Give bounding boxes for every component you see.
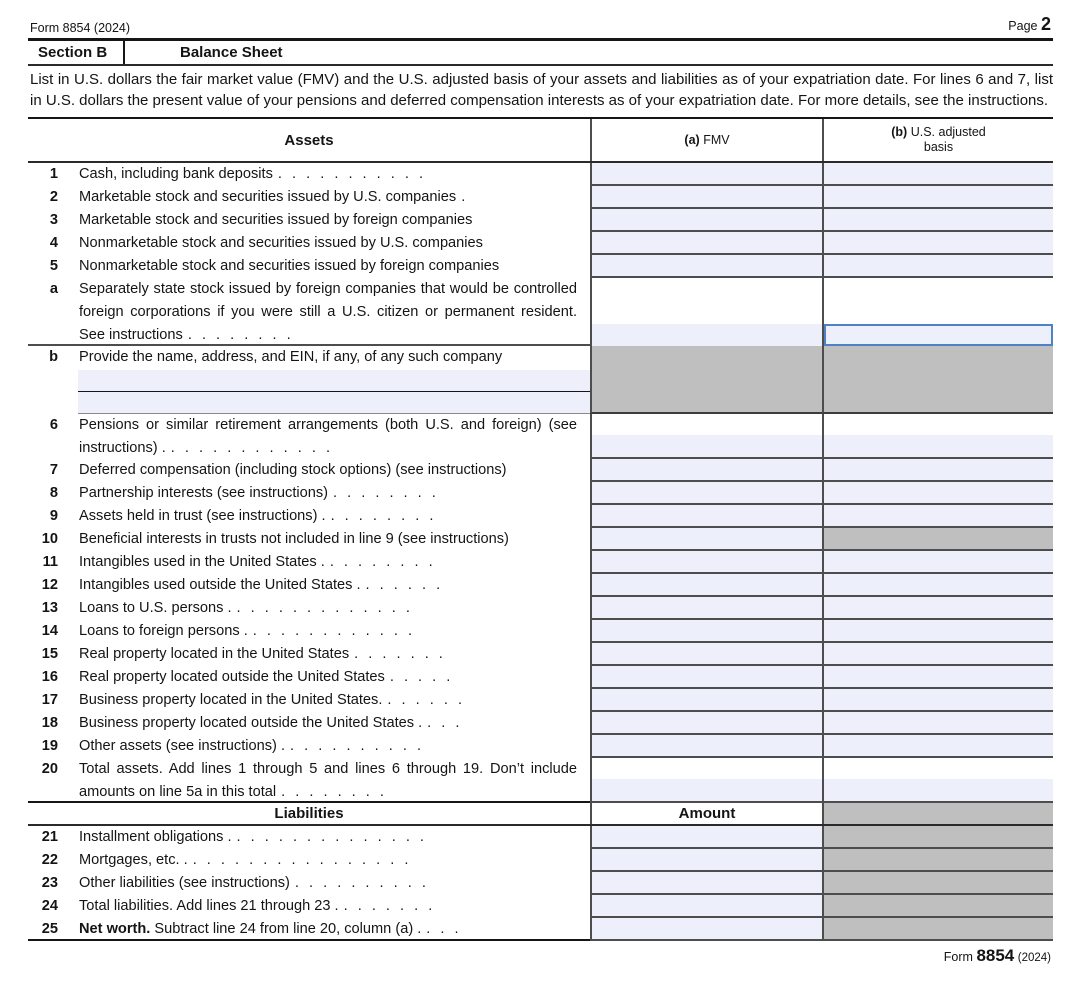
- dot-leader: . . .: [426, 921, 459, 937]
- table-header-row: [28, 119, 1053, 163]
- liabilities-header: Liabilities: [274, 805, 344, 822]
- line17-fmv-field[interactable]: [590, 689, 822, 712]
- dot-leader: . . . . . . . . . . . .: [170, 440, 331, 456]
- table-row-line-19: [28, 735, 1053, 758]
- line-number: 23: [41, 875, 58, 891]
- line-label: Partnership interests (see instructions): [79, 485, 329, 501]
- line8-basis-field[interactable]: [822, 482, 1053, 505]
- dot-leader: . . . . . . . . . . .: [277, 166, 424, 182]
- line23-basis-cell-shaded: [822, 872, 1053, 895]
- liabilities-header-row: [28, 803, 1053, 826]
- table-row-line-18: [28, 712, 1053, 735]
- dot-leader: . . . . .: [389, 669, 451, 685]
- line-number: 6: [49, 417, 58, 433]
- table-row-line-5a: [28, 278, 1053, 346]
- line2-basis-field[interactable]: [822, 186, 1053, 209]
- line-label: Business property located in the United States.: [79, 692, 383, 708]
- line-number: 13: [41, 600, 58, 616]
- line9-basis-field[interactable]: [822, 505, 1053, 528]
- dot-leader: . . . . . . . .: [329, 554, 433, 570]
- table-row-line-15: [28, 643, 1053, 666]
- balance-sheet-table: [28, 117, 1053, 941]
- fmv-column-header: [590, 119, 822, 161]
- line11-fmv-field[interactable]: [590, 551, 822, 574]
- line12-basis-field[interactable]: [822, 574, 1053, 597]
- table-row-line-23: [28, 872, 1053, 895]
- table-row-line-5b: [28, 346, 1053, 414]
- table-row-line-3: [28, 209, 1053, 232]
- line-label: Mortgages, etc. .: [79, 852, 188, 868]
- table-row-line-9: [28, 505, 1053, 528]
- line5b-company-info-field-1[interactable]: [78, 370, 590, 392]
- line3-fmv-field[interactable]: [590, 209, 822, 232]
- line-label: Installment obligations .: [79, 829, 232, 845]
- table-row-line-22: [28, 849, 1053, 872]
- table-row-line-13: [28, 597, 1053, 620]
- table-row-line-7: [28, 459, 1053, 482]
- line-label: Total liabilities. Add lines 21 through 23 .: [79, 898, 339, 914]
- line-letter: a: [49, 281, 58, 297]
- line-number: 11: [42, 554, 58, 570]
- line-label: Provide the name, address, and EIN, if any, of any such company: [79, 349, 503, 365]
- page-number: [1008, 14, 1051, 35]
- page-footer: [28, 941, 1053, 966]
- line23-amount-field[interactable]: [590, 872, 822, 895]
- line7-fmv-field[interactable]: [590, 459, 822, 482]
- line21-basis-cell-shaded: [822, 826, 1053, 849]
- line-number: 15: [41, 646, 58, 662]
- line6-fmv-field[interactable]: [592, 435, 822, 457]
- page-word: Page: [1008, 19, 1038, 33]
- line18-fmv-field[interactable]: [590, 712, 822, 735]
- line14-basis-field[interactable]: [822, 620, 1053, 643]
- dot-leader: . . .: [427, 715, 460, 731]
- line20-fmv-field[interactable]: [592, 779, 822, 801]
- line-label: Nonmarketable stock and securities issued by foreign companies: [79, 258, 500, 274]
- line-number: 25: [41, 921, 58, 937]
- line9-fmv-field[interactable]: [590, 505, 822, 528]
- line25-amount-field[interactable]: [590, 918, 822, 941]
- line-label: Other assets (see instructions) .: [79, 738, 286, 754]
- dot-leader: . . . . . . . . . . . .: [252, 623, 413, 639]
- line10-fmv-field[interactable]: [590, 528, 822, 551]
- dot-leader: . . . . . . . . . .: [290, 738, 422, 754]
- line6-basis-field[interactable]: [824, 435, 1053, 457]
- line5-basis-field[interactable]: [822, 255, 1053, 278]
- line1-fmv-field[interactable]: [590, 163, 822, 186]
- line-label: Marketable stock and securities issued by foreign companies: [79, 212, 473, 228]
- line-label: Subtract line 24 from line 20, column (a) .: [154, 921, 422, 937]
- line-number: 2: [49, 189, 58, 205]
- dot-leader: . . . . . . . .: [187, 327, 291, 343]
- line-label: Real property located in the United States: [79, 646, 350, 662]
- dot-leader: .: [461, 189, 466, 205]
- line-label: Beneficial interests in trusts not included in line 9 (see instructions): [79, 531, 509, 547]
- table-row-line-8: [28, 482, 1053, 505]
- table-row-line-6: [28, 414, 1053, 459]
- line5b-basis-cell-shaded: [822, 346, 1053, 414]
- line5b-company-info-field-2[interactable]: [78, 392, 590, 414]
- dot-leader: . . . . . . .: [343, 898, 433, 914]
- line8-fmv-field[interactable]: [590, 482, 822, 505]
- table-row-line-1: [28, 163, 1053, 186]
- line-number: 22: [41, 852, 58, 868]
- table-row-line-20: [28, 758, 1053, 803]
- line-label: Pensions or similar retirement arrangements (both U.S. and foreign) (see instructions) .: [79, 417, 577, 456]
- line7-basis-field[interactable]: [822, 459, 1053, 482]
- line22-amount-field[interactable]: [590, 849, 822, 872]
- line-number: 12: [41, 577, 58, 593]
- dot-leader: . . . . . .: [387, 692, 463, 708]
- line13-basis-field[interactable]: [822, 597, 1053, 620]
- dot-leader: . . . . . . . . . . . . . . . .: [192, 852, 409, 868]
- line-label-bold: Net worth.: [79, 921, 151, 937]
- line-number: 19: [41, 738, 58, 754]
- col-a-tag: (a): [684, 133, 700, 147]
- line-label: Separately state stock issued by foreign companies that would be controlled foreign corporations if you were still a U.S. citizen or permanent resident. See instructions: [79, 281, 577, 343]
- line24-amount-field[interactable]: [590, 895, 822, 918]
- line13-fmv-field[interactable]: [590, 597, 822, 620]
- table-row-line-12: [28, 574, 1053, 597]
- line10-basis-cell-shaded: [822, 528, 1053, 551]
- table-row-line-14: [28, 620, 1053, 643]
- line-number: 4: [49, 235, 58, 251]
- line15-basis-field[interactable]: [822, 643, 1053, 666]
- dot-leader: . . . . . . . . . . . . . .: [236, 829, 424, 845]
- amount-header: Amount: [590, 803, 822, 824]
- section-id: Section B: [28, 41, 125, 64]
- footer-form-year: (2024): [1017, 952, 1051, 964]
- line24-basis-cell-shaded: [822, 895, 1053, 918]
- line12-fmv-field[interactable]: [590, 574, 822, 597]
- line-number: 1: [49, 166, 58, 182]
- line-number: 18: [41, 715, 58, 731]
- line-label: Nonmarketable stock and securities issued by U.S. companies: [79, 235, 483, 251]
- line5-fmv-field[interactable]: [590, 255, 822, 278]
- line5a-fmv-field[interactable]: [592, 324, 822, 346]
- dot-leader: . . . . . . . .: [333, 485, 436, 501]
- line-label: Intangibles used in the United States .: [79, 554, 325, 570]
- line-number: 8: [49, 485, 58, 501]
- line-label: Loans to foreign persons .: [79, 623, 248, 639]
- table-row-line-16: [28, 666, 1053, 689]
- page-header: [28, 0, 1053, 41]
- line21-amount-field[interactable]: [590, 826, 822, 849]
- table-row-line-10: [28, 528, 1053, 551]
- line25-basis-cell-shaded: [822, 918, 1053, 941]
- col-b-tag: (b): [891, 125, 908, 139]
- section-band: [28, 41, 1053, 66]
- table-row-line-24: [28, 895, 1053, 918]
- col-a-label: FMV: [703, 133, 730, 147]
- page-number-value: 2: [1040, 14, 1051, 34]
- table-row-line-4: [28, 232, 1053, 255]
- line5b-fmv-cell-shaded: [590, 346, 822, 414]
- line1-basis-field[interactable]: [822, 163, 1053, 186]
- section-instructions: List in U.S. dollars the fair market value (FMV) and the U.S. adjusted basis of your assets and liabilities as of your expatriation date. For lines 6 and 7, list in U.S. dollars the present value of your pensions and deferred compensation interests as of your expatriation date. For more details, see the instructions.: [30, 71, 1053, 109]
- line-number: 10: [41, 531, 58, 547]
- line19-fmv-field[interactable]: [590, 735, 822, 758]
- line-number: 21: [41, 829, 58, 845]
- line-label: Marketable stock and securities issued by U.S. companies: [79, 189, 457, 205]
- line-number: 14: [41, 623, 58, 639]
- line18-basis-field[interactable]: [822, 712, 1053, 735]
- line16-fmv-field[interactable]: [590, 666, 822, 689]
- line-label: Total assets. Add lines 1 through 5 and lines 6 through 19. Don’t include amounts on line 5a in this total: [79, 761, 577, 800]
- line3-basis-field[interactable]: [822, 209, 1053, 232]
- line-number: 16: [41, 669, 58, 685]
- dot-leader: . . . . . . . . . .: [294, 875, 426, 891]
- line19-basis-field[interactable]: [822, 735, 1053, 758]
- adjusted-basis-column-header: [822, 119, 1053, 161]
- line-letter: b: [49, 349, 58, 365]
- form-id-label: Form 8854 (2024): [30, 21, 131, 35]
- table-row-line-25: [28, 918, 1053, 941]
- line-label: Assets held in trust (see instructions) .: [79, 508, 326, 524]
- footer-form-word: Form: [943, 950, 973, 964]
- line14-fmv-field[interactable]: [590, 620, 822, 643]
- line15-fmv-field[interactable]: [590, 643, 822, 666]
- dot-leader: . . . . . . . .: [330, 508, 434, 524]
- line5a-basis-field-focused[interactable]: [824, 324, 1053, 346]
- line-label: Real property located outside the United States: [79, 669, 385, 685]
- line-number: 3: [49, 212, 58, 228]
- line-number: 9: [49, 508, 58, 524]
- section-title: Balance Sheet: [180, 44, 283, 61]
- table-row-line-5: [28, 255, 1053, 278]
- dot-leader: . . . . . . .: [354, 646, 443, 662]
- line-number: 5: [49, 258, 58, 274]
- line2-fmv-field[interactable]: [590, 186, 822, 209]
- line4-fmv-field[interactable]: [590, 232, 822, 255]
- line-label: Intangibles used outside the United States .: [79, 577, 361, 593]
- table-row-line-21: [28, 826, 1053, 849]
- line20-basis-field[interactable]: [824, 779, 1053, 801]
- line-label: Business property located outside the United States .: [79, 715, 423, 731]
- line16-basis-field[interactable]: [822, 666, 1053, 689]
- footer-form-number: 8854: [976, 946, 1015, 965]
- liabilities-basis-cell-shaded: [822, 803, 1053, 824]
- table-row-line-11: [28, 551, 1053, 574]
- dot-leader: . . . . . .: [365, 577, 441, 593]
- assets-column-header: Assets: [284, 131, 334, 149]
- line17-basis-field[interactable]: [822, 689, 1053, 712]
- line-label: Deferred compensation (including stock options) (see instructions): [79, 462, 507, 478]
- line4-basis-field[interactable]: [822, 232, 1053, 255]
- line-label: Loans to U.S. persons .: [79, 600, 232, 616]
- line-number: 20: [41, 761, 58, 777]
- line-label: Other liabilities (see instructions): [79, 875, 290, 891]
- line-number: 17: [41, 692, 58, 708]
- table-row-line-2: [28, 186, 1053, 209]
- table-row-line-17: [28, 689, 1053, 712]
- line22-basis-cell-shaded: [822, 849, 1053, 872]
- line-number: 24: [41, 898, 58, 914]
- col-b-label: U.S. adjusted basis: [910, 125, 986, 154]
- line11-basis-field[interactable]: [822, 551, 1053, 574]
- dot-leader: . . . . . . . .: [281, 784, 384, 800]
- line-label: Cash, including bank deposits: [79, 166, 273, 182]
- dot-leader: . . . . . . . . . . . . .: [236, 600, 410, 616]
- line-number: 7: [49, 462, 58, 478]
